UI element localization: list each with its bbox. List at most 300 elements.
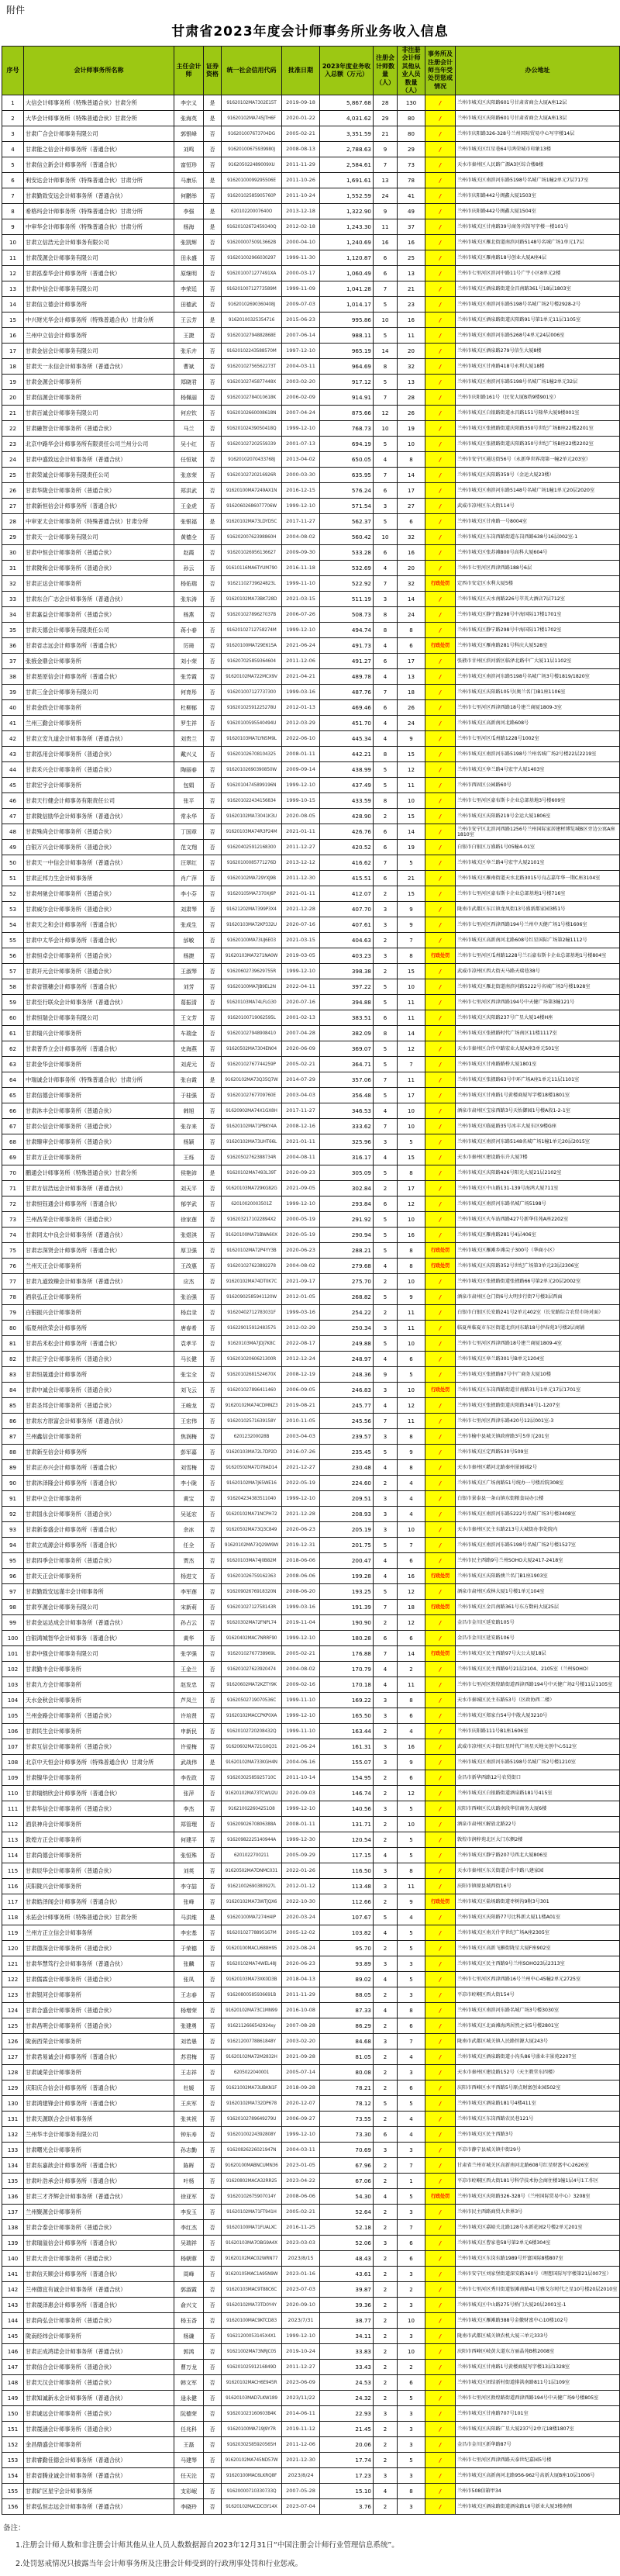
credit-code: 91620102712758143R [222, 1600, 282, 1615]
office-address: 武威市凉州区东大街114号 [456, 499, 620, 514]
table-row [2, 281, 620, 297]
serial-number: 47 [2, 809, 24, 824]
table-row [2, 2143, 620, 2158]
approval-date: 2011-11-29 [282, 157, 320, 173]
securities-qualification: 否 [204, 1600, 222, 1615]
non-cpa-staff-count: 3 [398, 2422, 425, 2437]
table-header-row [2, 47, 620, 95]
securities-qualification: 否 [204, 948, 222, 964]
firm-name: 甘肃晟泽惠会计师事务所（普通合伙） [24, 2298, 174, 2313]
table-row [2, 1739, 620, 1755]
cpa-count: 3 [374, 1321, 398, 1336]
credit-code: 91620502719070536C [222, 1693, 282, 1708]
securities-qualification: 否 [204, 1150, 222, 1165]
serial-number: 139 [2, 2236, 24, 2251]
office-address: 兰州市城关区南滨河东路5198号名城广场2号楼1210室 [456, 1755, 620, 1770]
approval-date: 2018-09-28 [282, 2080, 320, 2096]
credit-code: 91620102675907014Y [222, 2189, 282, 2205]
securities-qualification: 否 [204, 762, 222, 778]
cpa-count: 2 [374, 2375, 398, 2391]
firm-name: 甘肃天之和会计师事务所（普通合伙） [24, 917, 174, 933]
revenue-total: 407.70 [320, 902, 374, 917]
chief-accountant: 叶杨 [174, 2174, 204, 2189]
chief-accountant: 李杰 [174, 1801, 204, 1817]
firm-name: 甘肃四季会计师事务所（普通合伙） [24, 1553, 174, 1569]
revenue-total: 412.07 [320, 886, 374, 902]
table-row [2, 1631, 620, 1646]
chief-accountant: 何应钦 [174, 406, 204, 421]
credit-code: 91620502MA7D78AD14 [222, 1460, 282, 1476]
office-address: 兰州市城关区雁南路281号4层406室 [456, 1228, 620, 1243]
approval-date: 2011-11-29 [282, 1987, 320, 2003]
office-address: 兰州市安宁区通达街56号（永新华世界湾第一幢2单元203室） [456, 452, 620, 468]
securities-qualification: 否 [204, 1414, 222, 1429]
securities-qualification: 否 [204, 1584, 222, 1600]
serial-number: 22 [2, 421, 24, 437]
firm-name: 甘肃九方会计师事务所 [24, 1677, 174, 1693]
approval-date: 2017-11-27 [282, 1103, 320, 1119]
office-address: 兰州市七里河区瓜州路1228号1002室 [456, 731, 620, 747]
serial-number: 6 [2, 173, 24, 188]
serial-number: 109 [2, 1770, 24, 1786]
penalty-status: 行政处罚 [425, 1259, 456, 1274]
firm-name: 甘肃天一会计师事务有限公司 [24, 530, 174, 545]
cpa-count: 5 [374, 1910, 398, 1925]
firm-name: 甘肃晟涵会计师事务所（普通合伙） [24, 2422, 174, 2437]
revenue-total: 67.96 [320, 2158, 374, 2174]
office-address: 兰州市城关区团结新村街道排洪南路811号1层109室 [456, 2375, 620, 2391]
office-address: 庆阳市镇原县城西街16号 [456, 1879, 620, 1894]
firm-name: 甘肃广合会计师事务有限公司 [24, 126, 174, 142]
credit-code: 91620103MA7271NA0W [222, 948, 282, 964]
serial-number: 92 [2, 1507, 24, 1522]
office-address: 兰州市七里河区西津西路天泰世纪嘉园5号楼 [456, 2453, 620, 2468]
penalty-status: / [425, 1879, 456, 1894]
securities-qualification: 否 [204, 250, 222, 266]
office-address: 兰州市城关区静宁路298号中海国际17楼1702室 [456, 623, 620, 638]
cpa-count: 4 [374, 1848, 398, 1863]
approval-date: 2000-03-30 [282, 468, 320, 483]
credit-code: 91620102MA72M2832H [222, 2049, 282, 2065]
credit-code: 916201002966030297 [222, 250, 282, 266]
cpa-count: 3 [374, 1522, 398, 1538]
cpa-count: 2 [374, 1615, 398, 1631]
penalty-status: / [425, 1057, 456, 1072]
chief-accountant: 孙云 [174, 561, 204, 576]
table-row [2, 2220, 620, 2236]
penalty-status: / [425, 1088, 456, 1103]
firm-name: 兰州德宜有诚会计师事务所（普通合伙） [24, 2282, 174, 2298]
office-address: 兰州市七里河区秀川街道银滩南路41号雅戈尔时代之星10号楼20层2010室 [456, 2282, 620, 2298]
penalty-status: / [425, 1956, 456, 1972]
firm-name: 甘肃臻审会计师事务所（普通合伙） [24, 1134, 174, 1150]
chief-accountant: 刘若愚 [174, 2034, 204, 2049]
cpa-count: 2 [374, 1786, 398, 1801]
securities-qualification: 否 [204, 1181, 222, 1196]
chief-accountant: 任兆科 [174, 2422, 204, 2437]
firm-name: 甘肃威尔会计师事务所（普通合伙） [24, 902, 174, 917]
firm-name: 甘肃互信会计师事务所（普通合伙） [24, 1739, 174, 1755]
revenue-total: 433.59 [320, 793, 374, 809]
revenue-total: 246.83 [320, 1383, 374, 1398]
revenue-total: 117.15 [320, 1848, 374, 1863]
table-row [2, 1228, 620, 1243]
table-row [2, 514, 620, 530]
office-address: 兰州市庆阳路442号闽鑫大厦1503室 [456, 188, 620, 204]
table-row [2, 250, 620, 266]
credit-code: 91620502762388734R [222, 1150, 282, 1165]
serial-number: 111 [2, 1801, 24, 1817]
credit-code: 91620102MA7493L39T [222, 1165, 282, 1181]
non-cpa-staff-count: 15 [398, 747, 425, 762]
non-cpa-staff-count: 80 [398, 111, 425, 126]
credit-code: 91620102MA73Q35Q7W [222, 1072, 282, 1088]
firm-name: 甘肃星原信会计师事务所（普通合伙） [24, 669, 174, 685]
penalty-status: / [425, 188, 456, 204]
firm-name: 甘肃银河会计师事务所 [24, 1987, 174, 2003]
securities-qualification: 否 [204, 1321, 222, 1336]
firm-name: 甘肃省志远会计师事务所（普通合伙） [24, 638, 174, 654]
securities-qualification: 是 [204, 95, 222, 111]
revenue-total: 768.73 [320, 421, 374, 437]
non-cpa-staff-count: 3 [398, 2143, 425, 2158]
firm-name: 兰州方正立信会计师事务所 [24, 1925, 174, 1941]
securities-qualification: 否 [204, 1491, 222, 1507]
penalty-status: / [425, 1631, 456, 1646]
table-row [2, 1041, 620, 1057]
approval-date: 2023-03-03 [282, 2236, 320, 2251]
chief-accountant: 申新民 [174, 1724, 204, 1739]
firm-name: 甘肃州驰会计师事务所（普通合伙） [24, 886, 174, 902]
office-address: 兰州市城关区皋兰路4号宏宇大厦2101室 [456, 855, 620, 871]
table-row [2, 390, 620, 406]
chief-accountant: 曹万龙 [174, 2360, 204, 2375]
approval-date: 2020-06-23 [282, 1522, 320, 1538]
non-cpa-staff-count: 9 [398, 902, 425, 917]
revenue-total: 43.61 [320, 2267, 374, 2282]
chief-accountant: 张凯辉 [174, 235, 204, 250]
penalty-status: / [425, 824, 456, 840]
serial-number: 2 [2, 111, 24, 126]
firm-name: 甘肃公信会计师事务所（普通合伙） [24, 1119, 174, 1134]
revenue-total: 224.60 [320, 1476, 374, 1491]
approval-date: 2021-03-15 [282, 592, 320, 607]
non-cpa-staff-count: 16 [398, 545, 425, 561]
approval-date: 2013-12-12 [282, 855, 320, 871]
non-cpa-staff-count: 7 [398, 2034, 425, 2049]
serial-number: 135 [2, 2174, 24, 2189]
approval-date: 2008-06-20 [282, 1584, 320, 1600]
securities-qualification: 否 [204, 2096, 222, 2112]
table-row [2, 1553, 620, 1569]
table-row [2, 2205, 620, 2220]
securities-qualification: 否 [204, 1367, 222, 1383]
table-row [2, 1615, 620, 1631]
securities-qualification: 否 [204, 1631, 222, 1646]
approval-date: 1999-12-10 [282, 1708, 320, 1724]
approval-date: 2021-12-28 [282, 902, 320, 917]
table-row [2, 1894, 620, 1910]
office-address: 兰州市城关区盐场路街道枣树沟9附3号301 [456, 1894, 620, 1910]
office-address: 金昌市金川区延安路105号 [456, 1615, 620, 1631]
firm-name: 兰州中立信会计师事务所 [24, 328, 174, 344]
non-cpa-staff-count: 6 [398, 638, 425, 654]
firm-name: 甘肃正亦兴会计师事务所（普通合伙） [24, 1460, 174, 1476]
approval-date: 2020-05-19 [282, 1228, 320, 1243]
securities-qualification: 否 [204, 685, 222, 700]
penalty-status: 行政处罚 [425, 1569, 456, 1584]
revenue-total: 965.19 [320, 344, 374, 359]
office-address: 兰州市城关区南滨河东路5148号名城广场1幢1单元20层2020室 [456, 483, 620, 499]
approval-date: 2023/8/24 [282, 2468, 320, 2484]
non-cpa-staff-count: 8 [398, 1243, 425, 1259]
chief-accountant: 张芳霞 [174, 669, 204, 685]
credit-code: 91620902676918320N [222, 1584, 282, 1600]
approval-date: 2008-06-06 [282, 1569, 320, 1584]
non-cpa-staff-count: 6 [398, 514, 425, 530]
serial-number: 104 [2, 1693, 24, 1708]
serial-number: 66 [2, 1103, 24, 1119]
penalty-status: / [425, 700, 456, 716]
serial-number: 131 [2, 2112, 24, 2127]
securities-qualification: 否 [204, 2453, 222, 2468]
office-address: 天水市秦州区藉河北路秦州景园城2号 [456, 1460, 620, 1476]
chief-accountant: 李小芬 [174, 886, 204, 902]
approval-date: 2023-08-24 [282, 1941, 320, 1956]
office-address: 武威市凉州区西大街天马路天瑞巷38号 [456, 964, 620, 979]
firm-name: 甘肃尚弘会计师事务所（普通合伙） [24, 2313, 174, 2329]
approval-date: 2015-06-23 [282, 313, 320, 328]
cpa-count: 2 [374, 2018, 398, 2034]
approval-date: 2021-12-30 [282, 2453, 320, 2468]
securities-qualification: 否 [204, 1398, 222, 1414]
table-row [2, 840, 620, 855]
cpa-count: 9 [374, 204, 398, 219]
cpa-count: 6 [374, 266, 398, 281]
table-row [2, 1367, 620, 1383]
revenue-total: 288.21 [320, 1243, 374, 1259]
chief-accountant: 吴延宏 [174, 1507, 204, 1522]
cpa-count: 5 [374, 1336, 398, 1352]
penalty-status: / [425, 1305, 456, 1321]
cpa-count: 7 [374, 468, 398, 483]
revenue-total: 48.43 [320, 2251, 374, 2267]
non-cpa-staff-count: 3 [398, 2499, 425, 2515]
non-cpa-staff-count: 3 [398, 2406, 425, 2422]
cpa-count: 7 [374, 390, 398, 406]
credit-code: 91620102MA73WTJQX6 [222, 1894, 282, 1910]
credit-code: 916201027202559339 [222, 437, 282, 452]
securities-qualification: 否 [204, 1987, 222, 2003]
approval-date: 2018-04-13 [282, 1972, 320, 1987]
cpa-count: 7 [374, 1646, 398, 1662]
chief-accountant: 刘虎元 [174, 1057, 204, 1072]
securities-qualification: 否 [204, 917, 222, 933]
revenue-total: 67.06 [320, 2174, 374, 2189]
non-cpa-staff-count: 17 [398, 1088, 425, 1103]
credit-code: 91620102585905760P [222, 188, 282, 204]
approval-date: 2023-01-05 [282, 2158, 320, 2174]
office-address: 兰州市城关区酒泉路街道庆阳路91号第1单元11层1105室 [456, 313, 620, 328]
securities-qualification: 否 [204, 468, 222, 483]
firm-name: 兰州鑫信会计师事务所 [24, 1429, 174, 1445]
securities-qualification: 否 [204, 1972, 222, 1987]
credit-code: 91620102672459340Q [222, 219, 282, 235]
revenue-total: 39.36 [320, 2298, 374, 2313]
non-cpa-staff-count: 11 [398, 1010, 425, 1026]
penalty-status: / [425, 545, 456, 561]
office-address: 兰州市城关区南滨河东路5268号4单元24层006室 [456, 328, 620, 344]
securities-qualification: 否 [204, 452, 222, 468]
revenue-total: 357.06 [320, 1072, 374, 1088]
cpa-count: 5 [374, 995, 398, 1010]
securities-qualification: 否 [204, 2236, 222, 2251]
securities-qualification: 否 [204, 2080, 222, 2096]
credit-code: 916204025912168300 [222, 840, 282, 855]
penalty-status: / [425, 2251, 456, 2267]
table-row [2, 1010, 620, 1026]
table-row [2, 1460, 620, 1476]
office-address: 兰州市庆阳路161号（民安大厦B塔9楼901室） [456, 390, 620, 406]
credit-code: 91620102MA73041K3U [222, 809, 282, 824]
cpa-count: 6 [374, 700, 398, 716]
firm-name: 大华会计师事务所（特殊普通合伙）甘肃分所 [24, 111, 174, 126]
cpa-count: 2 [374, 2065, 398, 2080]
firm-name: 甘肃中强会计师事务有限公司 [24, 1646, 174, 1662]
office-address: 兰州市城关区南滨河东路5198号名城广场3号楼1819/1820室 [456, 669, 620, 685]
revenue-total: 209.51 [320, 1491, 374, 1507]
chief-accountant: 杨捷 [174, 948, 204, 964]
securities-qualification: 否 [204, 1956, 222, 1972]
penalty-status: / [425, 142, 456, 157]
cpa-count: 16 [374, 235, 398, 250]
office-address: 兰州市庆阳路111号B1座1606室 [456, 1724, 620, 1739]
non-cpa-staff-count: 5 [398, 2453, 425, 2468]
firm-name: 中审华会计师事务所（特殊普通合伙）甘肃分所 [24, 219, 174, 235]
chief-accountant: 杨颖 [174, 1134, 204, 1150]
penalty-status: / [425, 2406, 456, 2422]
column-header-8: 非注册会计师其他从业人员数量（人） [398, 47, 425, 95]
securities-qualification: 否 [204, 1057, 222, 1072]
revenue-total: 73.30 [320, 2127, 374, 2143]
approval-date: 2007-04-28 [282, 1026, 320, 1041]
approval-date: 2020-03-24 [282, 1910, 320, 1925]
revenue-total: 356.48 [320, 1088, 374, 1103]
securities-qualification: 否 [204, 1569, 222, 1584]
cpa-count: 2 [374, 809, 398, 824]
securities-qualification: 否 [204, 793, 222, 809]
firm-name: 甘肃天正会计师事务所 [24, 1569, 174, 1584]
non-cpa-staff-count: 130 [398, 95, 425, 111]
securities-qualification: 否 [204, 2143, 222, 2158]
credit-code: 91620000750913662B [222, 235, 282, 250]
serial-number: 55 [2, 933, 24, 948]
revenue-total: 964.69 [320, 359, 374, 375]
securities-qualification: 否 [204, 592, 222, 607]
credit-code: 9162112666542924xy [222, 2018, 282, 2034]
approval-date: 2008-06-06 [282, 2189, 320, 2205]
chief-accountant: 黄华 [174, 1631, 204, 1646]
revenue-total: 325.96 [320, 1134, 374, 1150]
firm-name: 甘肃信合会计师事务所（普通合伙） [24, 2360, 174, 2375]
cpa-count: 4 [374, 1259, 398, 1274]
credit-code: 91620100325354716 [222, 313, 282, 328]
credit-code: 91620102MA73TCWU2U [222, 1786, 282, 1801]
table-row [2, 1972, 620, 1987]
revenue-total: 382.09 [320, 1026, 374, 1041]
credit-code: 9162010071277491XA [222, 266, 282, 281]
penalty-status: / [425, 669, 456, 685]
chief-accountant: 宋新莉 [174, 1600, 204, 1615]
table-row [2, 716, 620, 731]
chief-accountant: 王淑琴 [174, 964, 204, 979]
securities-qualification: 否 [204, 1941, 222, 1956]
credit-code: 91620105MA7370XJ6P [222, 886, 282, 902]
chief-accountant: 李佐政 [174, 1770, 204, 1786]
revenue-total: 397.22 [320, 979, 374, 995]
office-address: 兰州市城关区高新南河北路608号 [456, 716, 620, 731]
revenue-total: 3,351.59 [320, 126, 374, 142]
revenue-total: 1,060.49 [320, 266, 374, 281]
credit-code: 916201007673704DG [222, 126, 282, 142]
revenue-total: 914.91 [320, 390, 374, 406]
cpa-count: 5 [374, 1290, 398, 1305]
chief-accountant: 陶丽春 [174, 762, 204, 778]
penalty-status: / [425, 1150, 456, 1165]
non-cpa-staff-count: 16 [398, 1569, 425, 1584]
credit-code: 91620102745877448X [222, 375, 282, 390]
firm-name: 甘肃三才齐辉会计师事务所（普通合伙） [24, 2189, 174, 2205]
non-cpa-staff-count: 10 [398, 2313, 425, 2329]
chief-accountant: 张自霞 [174, 1072, 204, 1088]
securities-qualification: 否 [204, 328, 222, 344]
serial-number: 83 [2, 1367, 24, 1383]
credit-code: 62010220007640O [222, 204, 282, 219]
table-row [2, 1305, 620, 1321]
office-address: 兰州市城关区白银路街道酒泉路181号415室 [456, 1786, 620, 1801]
penalty-status: / [425, 2096, 456, 2112]
penalty-status: / [425, 313, 456, 328]
serial-number: 17 [2, 344, 24, 359]
chief-accountant: 杨佩丽 [174, 390, 204, 406]
firm-name: 白银鸿城智华会计师事务（普通合伙） [24, 1631, 174, 1646]
approval-date: 2011-10-24 [282, 188, 320, 204]
chief-accountant: 余冰 [174, 1522, 204, 1538]
serial-number: 49 [2, 840, 24, 855]
chief-accountant: 李宗义 [174, 95, 204, 111]
serial-number: 141 [2, 2267, 24, 2282]
penalty-status: / [425, 871, 456, 886]
penalty-status: / [425, 359, 456, 375]
table-row [2, 1072, 620, 1088]
firm-name: 甘肃新泰盛会计师事务所（普通合伙） [24, 1522, 174, 1538]
penalty-status: / [425, 1662, 456, 1677]
cpa-count: 4 [374, 452, 398, 468]
approval-date: 2021-01-11 [282, 886, 320, 902]
securities-qualification: 否 [204, 824, 222, 840]
penalty-status: / [425, 2174, 456, 2189]
securities-qualification: 否 [204, 2468, 222, 2484]
office-address: 金昌市金川区延安路106号 [456, 1631, 620, 1646]
serial-number: 132 [2, 2127, 24, 2143]
revenue-table [2, 46, 620, 2515]
chief-accountant: 李军莲 [174, 1584, 204, 1600]
approval-date: 2020-12-07 [282, 2096, 320, 2112]
firm-name: 甘肃东合广志会计师事务所（普通合伙） [24, 592, 174, 607]
penalty-status: / [425, 1476, 456, 1491]
chief-accountant: 王金虎 [174, 499, 204, 514]
table-row [2, 2313, 620, 2329]
